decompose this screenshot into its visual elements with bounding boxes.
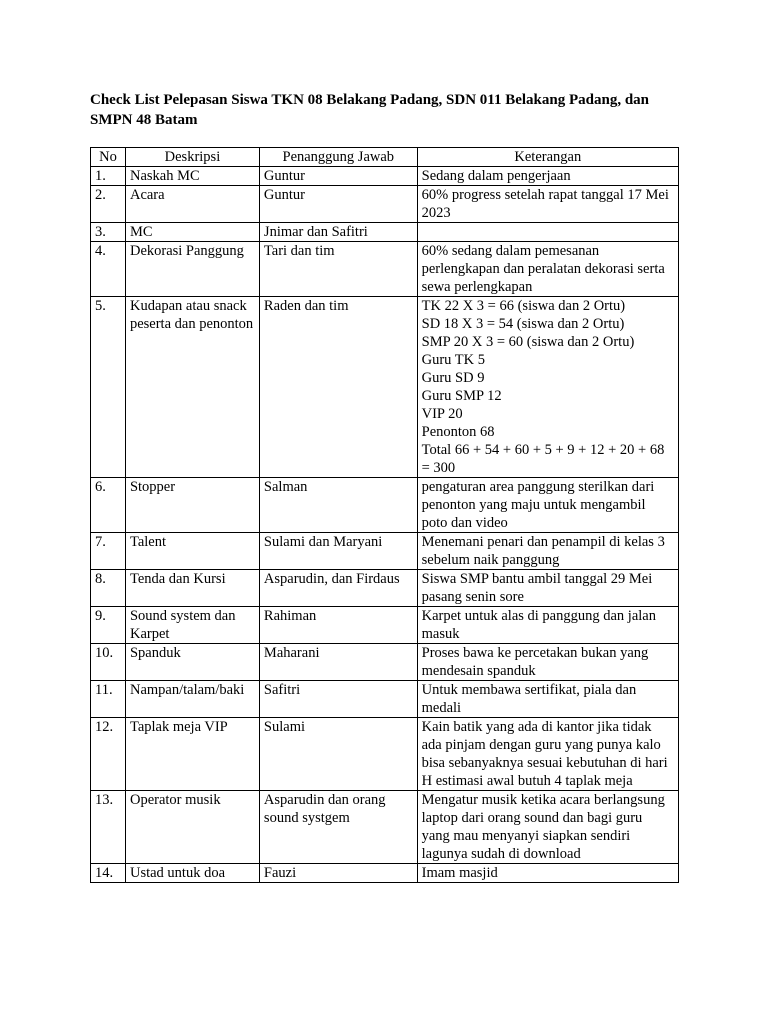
cell-penanggung-jawab: Asparudin dan orang sound systgem — [259, 791, 417, 864]
keterangan-line: Mengatur musik ketika acara berlangsung laptop dari orang sound dan bagi guru yang mau menyanyi siapkan sendiri lagunya sudah di download — [421, 792, 665, 862]
cell-deskripsi: Sound system dan Karpet — [125, 607, 259, 644]
cell-keterangan — [417, 223, 678, 242]
cell-no: 14. — [91, 864, 126, 883]
cell-penanggung-jawab: Sulami dan Maryani — [259, 533, 417, 570]
table-row — [91, 533, 679, 570]
cell-no: 10. — [91, 644, 126, 681]
table-row — [91, 186, 679, 223]
header-keterangan: Keterangan — [417, 148, 678, 167]
cell-deskripsi: Tenda dan Kursi — [125, 570, 259, 607]
cell-penanggung-jawab: Guntur — [259, 167, 417, 186]
cell-keterangan — [417, 681, 678, 718]
cell-penanggung-jawab: Tari dan tim — [259, 242, 417, 297]
cell-no: 4. — [91, 242, 126, 297]
cell-no: 13. — [91, 791, 126, 864]
cell-deskripsi: Dekorasi Panggung — [125, 242, 259, 297]
cell-keterangan — [417, 607, 678, 644]
cell-deskripsi: Talent — [125, 533, 259, 570]
cell-deskripsi: Kudapan atau snack peserta dan penonton — [125, 297, 259, 478]
cell-no: 1. — [91, 167, 126, 186]
cell-deskripsi: Operator musik — [125, 791, 259, 864]
table-row — [91, 681, 679, 718]
keterangan-line: Sedang dalam pengerjaan — [421, 168, 571, 184]
table-row — [91, 570, 679, 607]
table-row — [91, 297, 679, 478]
keterangan-line: Guru TK 5 — [421, 352, 485, 368]
keterangan-line: TK 22 X 3 = 66 (siswa dan 2 Ortu) — [421, 298, 626, 314]
table-row — [91, 607, 679, 644]
cell-penanggung-jawab: Rahiman — [259, 607, 417, 644]
cell-keterangan — [417, 644, 678, 681]
cell-keterangan — [417, 242, 678, 297]
keterangan-line: SD 18 X 3 = 54 (siswa dan 2 Ortu) — [421, 316, 625, 332]
table-row — [91, 167, 679, 186]
checklist-table — [90, 147, 679, 883]
cell-no: 6. — [91, 478, 126, 533]
cell-no: 8. — [91, 570, 126, 607]
cell-penanggung-jawab: Guntur — [259, 186, 417, 223]
keterangan-line: Siswa SMP bantu ambil tanggal 29 Mei pasang senin sore — [421, 571, 653, 605]
keterangan-line: Proses bawa ke percetakan bukan yang mendesain spanduk — [421, 645, 649, 679]
table-row — [91, 242, 679, 297]
keterangan-line: Guru SD 9 — [421, 370, 485, 386]
keterangan-line: Menemani penari dan penampil di kelas 3 sebelum naik panggung — [421, 534, 665, 568]
table-row — [91, 478, 679, 533]
keterangan-line: 60% progress setelah rapat tanggal 17 Mei 2023 — [421, 187, 669, 221]
cell-no: 12. — [91, 718, 126, 791]
cell-keterangan — [417, 718, 678, 791]
cell-penanggung-jawab: Fauzi — [259, 864, 417, 883]
header-deskripsi: Deskripsi — [125, 148, 259, 167]
cell-keterangan — [417, 297, 678, 478]
cell-penanggung-jawab: Asparudin, dan Firdaus — [259, 570, 417, 607]
cell-penanggung-jawab: Salman — [259, 478, 417, 533]
table-row — [91, 864, 679, 883]
cell-keterangan — [417, 533, 678, 570]
table-row — [91, 718, 679, 791]
cell-deskripsi: Acara — [125, 186, 259, 223]
cell-penanggung-jawab: Jnimar dan Safitri — [259, 223, 417, 242]
cell-deskripsi: MC — [125, 223, 259, 242]
cell-keterangan — [417, 570, 678, 607]
cell-no: 7. — [91, 533, 126, 570]
keterangan-line: Total 66 + 54 + 60 + 5 + 9 + 12 + 20 + 68 = 300 — [421, 442, 665, 476]
table-row — [91, 644, 679, 681]
table-row — [91, 791, 679, 864]
cell-no: 9. — [91, 607, 126, 644]
cell-deskripsi: Taplak meja VIP — [125, 718, 259, 791]
cell-no: 11. — [91, 681, 126, 718]
cell-keterangan — [417, 186, 678, 223]
keterangan-line: Guru SMP 12 — [421, 388, 502, 404]
keterangan-line: SMP 20 X 3 = 60 (siswa dan 2 Ortu) — [421, 334, 635, 350]
cell-no: 2. — [91, 186, 126, 223]
cell-penanggung-jawab: Safitri — [259, 681, 417, 718]
table-body — [91, 167, 679, 883]
cell-penanggung-jawab: Maharani — [259, 644, 417, 681]
cell-deskripsi: Ustad untuk doa — [125, 864, 259, 883]
keterangan-line: Kain batik yang ada di kantor jika tidak ada pinjam dengan guru yang punya kalo bisa sebanyaknya sesuai kebutuhan di hari H estimasi awal butuh 4 taplak meja — [421, 719, 668, 789]
cell-penanggung-jawab: Sulami — [259, 718, 417, 791]
cell-keterangan — [417, 791, 678, 864]
cell-penanggung-jawab: Raden dan tim — [259, 297, 417, 478]
cell-no: 3. — [91, 223, 126, 242]
keterangan-line: Penonton 68 — [421, 424, 495, 440]
document-title: Check List Pelepasan Siswa TKN 08 Belakang Padang, SDN 011 Belakang Padang, dan SMPN 48 Batam — [90, 92, 650, 128]
keterangan-line: Untuk membawa sertifikat, piala dan medali — [421, 682, 637, 716]
keterangan-line: pengaturan area panggung sterilkan dari penonton yang maju untuk mengambil poto dan video — [421, 479, 655, 531]
keterangan-line: Karpet untuk alas di panggung dan jalan masuk — [421, 608, 656, 642]
header-penanggung-jawab: Penanggung Jawab — [259, 148, 417, 167]
cell-no: 5. — [91, 297, 126, 478]
cell-deskripsi: Spanduk — [125, 644, 259, 681]
cell-deskripsi: Stopper — [125, 478, 259, 533]
cell-keterangan — [417, 167, 678, 186]
header-no: No — [91, 148, 126, 167]
cell-keterangan — [417, 864, 678, 883]
cell-keterangan — [417, 478, 678, 533]
table-header-row — [91, 148, 679, 167]
cell-deskripsi: Nampan/talam/baki — [125, 681, 259, 718]
keterangan-line: VIP 20 — [421, 406, 463, 422]
table-row — [91, 223, 679, 242]
cell-deskripsi: Naskah MC — [125, 167, 259, 186]
keterangan-line: Imam masjid — [421, 865, 498, 881]
keterangan-line: 60% sedang dalam pemesanan perlengkapan dan peralatan dekorasi serta sewa perlengkapan — [421, 243, 665, 295]
